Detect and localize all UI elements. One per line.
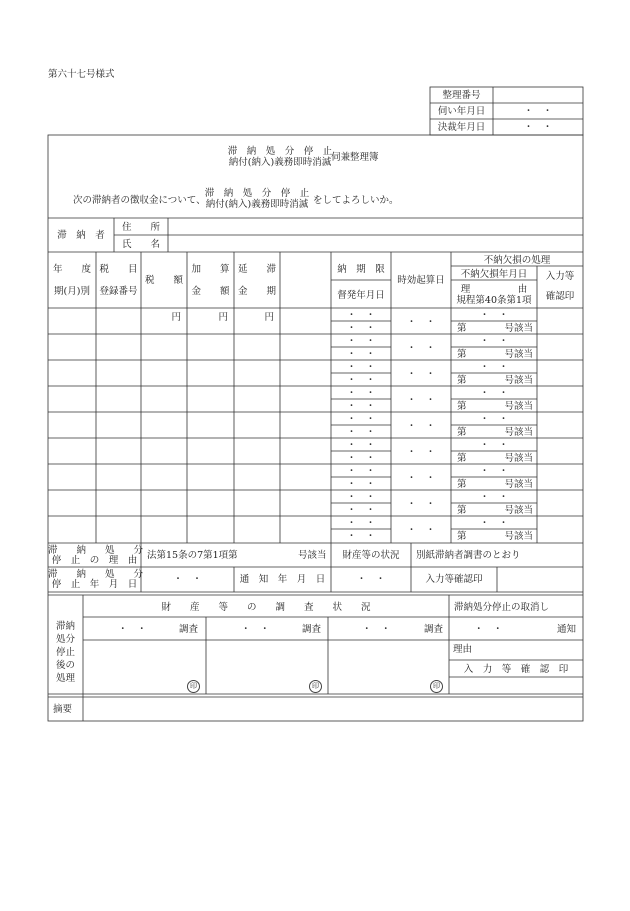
survey-heading: 財 産 等 の 調 査 状 況 xyxy=(161,602,371,613)
row-7-nouki-date[interactable]: ・ ・ xyxy=(346,466,376,477)
row-7-kitei-gogaitou: 号該当 xyxy=(504,479,533,490)
row-9-funo-date[interactable]: ・ ・ xyxy=(479,518,509,529)
label-ukagai-date: 伺い年月日 xyxy=(437,106,486,117)
row-6-jikou-date[interactable]: ・ ・ xyxy=(406,447,436,458)
zaisan-label: 財産等の状況 xyxy=(342,550,400,561)
header-tokusoku: 督発年月日 xyxy=(337,290,385,301)
cancel-heading: 滞納処分停止の取消し xyxy=(454,602,550,613)
taxpayer-name-label: 氏 名 xyxy=(121,239,160,250)
seal-3: 印 xyxy=(430,680,443,693)
row-4-funo-date[interactable]: ・ ・ xyxy=(479,388,509,399)
row-3-nouki-date[interactable]: ・ ・ xyxy=(346,362,376,373)
request-post: をしてよろしいか。 xyxy=(313,195,399,206)
row-8-funo-date[interactable]: ・ ・ xyxy=(479,492,509,503)
header-zeigaku: 税 額 xyxy=(144,275,183,286)
title-line2: 納付(納入)義務即時消滅 xyxy=(228,157,332,168)
after-label-2: 処分 xyxy=(55,634,75,645)
row-8-jikou-date[interactable]: ・ ・ xyxy=(406,499,436,510)
label-seiri-number: 整理番号 xyxy=(442,90,481,101)
row-5-kitei-gogaitou: 号該当 xyxy=(504,427,533,438)
title-suffix: 伺兼整理簿 xyxy=(331,152,379,163)
unit-yen-kasan: 円 xyxy=(218,312,228,323)
row-2-nouki-date[interactable]: ・ ・ xyxy=(346,336,376,347)
header-nyuryoku-2: 確認印 xyxy=(545,291,575,302)
unit-yen-entai: 円 xyxy=(264,312,274,323)
stop-date-label-1: 滞 納 処 分 xyxy=(48,569,144,580)
header-riyu: 理 由 xyxy=(460,284,528,295)
row-4-tokusoku-date[interactable]: ・ ・ xyxy=(346,401,376,412)
row-3-kitei-dai: 第 xyxy=(457,375,467,386)
row-9-jikou-date[interactable]: ・ ・ xyxy=(406,525,436,536)
row-6-tokusoku-date[interactable]: ・ ・ xyxy=(346,453,376,464)
survey-1-label: 調査 xyxy=(179,624,199,635)
row-5-tokusoku-date[interactable]: ・ ・ xyxy=(346,427,376,438)
row-4-nouki-date[interactable]: ・ ・ xyxy=(346,388,376,399)
survey-3-label: 調査 xyxy=(424,624,444,635)
header-funo: 不納欠損の処理 xyxy=(483,255,551,266)
row-1-nouki-date[interactable]: ・ ・ xyxy=(346,310,376,321)
stop-reason-law: 法第15条の7第1項第 xyxy=(147,550,238,561)
after-label-3: 停止 xyxy=(55,647,75,658)
header-kasan: 加 算 xyxy=(191,264,230,275)
row-5-funo-date[interactable]: ・ ・ xyxy=(479,414,509,425)
row-3-tokusoku-date[interactable]: ・ ・ xyxy=(346,375,376,386)
taxpayer-address-label: 住 所 xyxy=(121,222,160,233)
row-1-jikou-date[interactable]: ・ ・ xyxy=(406,317,436,328)
row-2-kitei-dai: 第 xyxy=(457,349,467,360)
request-line1: 滞 納 処 分 停 止 xyxy=(204,188,310,199)
header-entai-kin: 金 期 xyxy=(237,286,276,297)
row-7-jikou-date[interactable]: ・ ・ xyxy=(406,473,436,484)
row-3-kitei-gogaitou: 号該当 xyxy=(504,375,533,386)
cancel-date[interactable]: ・ ・ xyxy=(474,624,503,635)
row-9-nouki-date[interactable]: ・ ・ xyxy=(346,518,376,529)
row-5-nouki-date[interactable]: ・ ・ xyxy=(346,414,376,425)
row-3-funo-date[interactable]: ・ ・ xyxy=(479,362,509,373)
row-7-funo-date[interactable]: ・ ・ xyxy=(479,466,509,477)
row-1-kitei-gogaitou: 号該当 xyxy=(504,323,533,334)
request-pre: 次の滞納者の徴収金について、 xyxy=(73,195,206,206)
header-nouki: 納 期 限 xyxy=(337,264,385,275)
unit-yen-zeigaku: 円 xyxy=(171,312,181,323)
row-2-funo-date[interactable]: ・ ・ xyxy=(479,336,509,347)
stop-reason-label-2: 停 止 の 理 由 xyxy=(51,555,138,566)
header-entai: 延 滞 xyxy=(237,264,276,275)
row-1-tokusoku-date[interactable]: ・ ・ xyxy=(346,323,376,334)
header-jikou: 時効起算日 xyxy=(397,275,445,286)
nyuryoku-label: 入力等確認印 xyxy=(425,574,483,585)
row-5-jikou-date[interactable]: ・ ・ xyxy=(406,421,436,432)
row-4-jikou-date[interactable]: ・ ・ xyxy=(406,395,436,406)
survey-1-date[interactable]: ・ ・ xyxy=(118,624,147,635)
seal-1: 印 xyxy=(187,680,200,693)
stop-reason-label-1: 滞 納 処 分 xyxy=(48,545,144,556)
after-label-5: 処理 xyxy=(55,673,75,684)
header-nendo: 年 度 xyxy=(52,264,91,275)
cancel-nyuryoku: 入 力 等 確 認 印 xyxy=(463,664,569,675)
row-9-kitei-gogaitou: 号該当 xyxy=(504,531,533,542)
header-zeimoku: 税 目 xyxy=(99,264,138,275)
tsuchi-date-label: 通 知 年 月 日 xyxy=(239,574,326,585)
row-2-kitei-gogaitou: 号該当 xyxy=(504,349,533,360)
header-nyuryoku-1: 入力等 xyxy=(545,271,575,282)
row-6-nouki-date[interactable]: ・ ・ xyxy=(346,440,376,451)
seal-2: 印 xyxy=(309,680,322,693)
stop-reason-gogaitou: 号該当 xyxy=(298,550,327,561)
row-8-nouki-date[interactable]: ・ ・ xyxy=(346,492,376,503)
remarks-label: 摘要 xyxy=(53,704,73,715)
row-7-kitei-dai: 第 xyxy=(457,479,467,490)
row-6-funo-date[interactable]: ・ ・ xyxy=(479,440,509,451)
header-toroku: 登録番号 xyxy=(99,286,138,297)
after-label-4: 後の xyxy=(55,660,75,671)
header-funo-date: 不納欠損年月日 xyxy=(460,269,528,280)
row-1-kitei-dai: 第 xyxy=(457,323,467,334)
value-kessai-date[interactable]: ・ ・ xyxy=(523,122,553,133)
request-line2: 納付(納入)義務即時消滅 xyxy=(205,199,309,210)
row-1-funo-date[interactable]: ・ ・ xyxy=(479,310,509,321)
row-5-kitei-dai: 第 xyxy=(457,427,467,438)
tsuchi-date-value[interactable]: ・ ・ xyxy=(356,574,386,585)
row-9-kitei-dai: 第 xyxy=(457,531,467,542)
row-7-tokusoku-date[interactable]: ・ ・ xyxy=(346,479,376,490)
cancel-tsuchi: 通知 xyxy=(557,624,577,635)
row-8-kitei-gogaitou: 号該当 xyxy=(504,505,533,516)
stop-date-value[interactable]: ・ ・ xyxy=(173,574,202,585)
stop-date-label-2: 停 止 年 月 日 xyxy=(51,579,138,590)
row-8-tokusoku-date[interactable]: ・ ・ xyxy=(346,505,376,516)
row-8-kitei-dai: 第 xyxy=(457,505,467,516)
row-4-kitei-gogaitou: 号該当 xyxy=(504,401,533,412)
row-3-jikou-date[interactable]: ・ ・ xyxy=(406,369,436,380)
survey-2-label: 調査 xyxy=(302,624,322,635)
header-kitei: 規程第40条第1項 xyxy=(456,295,532,306)
row-2-jikou-date[interactable]: ・ ・ xyxy=(406,343,436,354)
zaisan-value: 別紙滞納者調書のとおり xyxy=(416,550,521,561)
title-line1: 滞 納 処 分 停 止 xyxy=(227,146,333,157)
header-kibetsu: 期(月)別 xyxy=(54,286,90,297)
row-9-tokusoku-date[interactable]: ・ ・ xyxy=(346,531,376,542)
survey-3-date[interactable]: ・ ・ xyxy=(362,624,391,635)
header-kasan-kin: 金 額 xyxy=(191,286,230,297)
taxpayer-label: 滞 納 者 xyxy=(57,230,105,241)
row-2-tokusoku-date[interactable]: ・ ・ xyxy=(346,349,376,360)
cancel-riyu: 理由 xyxy=(453,644,473,655)
row-4-kitei-dai: 第 xyxy=(457,401,467,412)
label-kessai-date: 決裁年月日 xyxy=(437,122,486,133)
survey-2-date[interactable]: ・ ・ xyxy=(241,624,270,635)
row-6-kitei-gogaitou: 号該当 xyxy=(504,453,533,464)
after-label-1: 滞納 xyxy=(55,621,75,632)
row-6-kitei-dai: 第 xyxy=(457,453,467,464)
value-ukagai-date[interactable]: ・ ・ xyxy=(523,106,553,117)
form-number: 第六十七号様式 xyxy=(48,69,115,80)
